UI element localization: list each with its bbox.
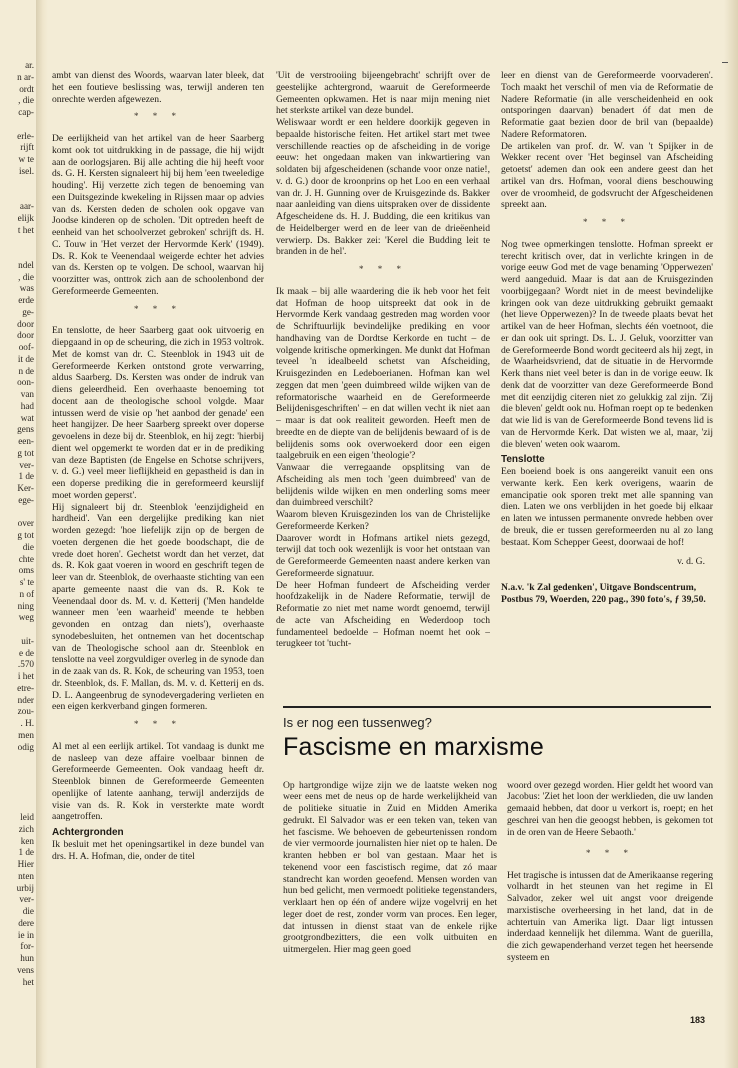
- gutter-line: g tot: [17, 447, 34, 458]
- margin-mark: [722, 62, 728, 63]
- gutter-line: [0, 236, 36, 248]
- paragraph: 'Uit de verstrooiing bijeengebracht' schrijft over de geestelijke achtergrond, waaruit de Gereformeerde Gemeenten opkwamen. Het is naar mijn mening niet het sterkste artikel van deze bundel.: [276, 70, 490, 117]
- gutter-line: zich: [18, 823, 34, 834]
- paragraph: Al met al een eerlijk artikel. Tot vandaag is dunkt me de nasleep van deze affaire voelbaar binnen de Gereformeerde Gemeenten. Ook vandaag heeft dr. Steenblok binnen de Gereformeerde Gemeenten openlijke of latente aanhang, terwijl anderzijds de visie van ds. R. Kok in versterkte mate wordt aangetroffen.: [52, 740, 264, 823]
- gutter-line: was: [19, 283, 34, 294]
- page-number: 183: [690, 1015, 706, 1025]
- section-heading: Achtergronden: [52, 827, 124, 838]
- gutter-line: e de: [18, 647, 34, 658]
- paragraph: Ik besluit met het openingsartikel in deze bundel van drs. H. A. Hofman, die, onder de titel: [52, 838, 264, 862]
- gutter-line: aar-: [19, 201, 34, 211]
- gutter-line: chte: [18, 553, 34, 564]
- gutter-line: i het: [17, 671, 34, 681]
- section-break-stars: * * *: [134, 111, 182, 122]
- gutter-line: ver-: [19, 894, 34, 905]
- gutter-line: een-: [18, 436, 34, 446]
- section-break-stars: * * *: [134, 719, 182, 729]
- gutter-line: g tot: [17, 530, 34, 540]
- gutter-line: [0, 189, 36, 201]
- gutter-line: etre-: [17, 682, 34, 693]
- gutter-line: cap-: [18, 107, 34, 117]
- gutter-line: , die: [18, 271, 34, 282]
- paragraph: De heer Hofman fundeert de Afscheiding verder hoofdzakelijk in de Nadere Reformatie, terwijl de Reformatie zo niet met name wordt genoemd, terwijl de acte van Afscheiding en Wederdoop toch fundamenteel bedoelde – Hofman noemt het ook – terugkeer tot 'tucht-: [276, 579, 490, 650]
- paragraph: ambt van dienst des Woords, waarvan later bleek, dat het een foutieve beslissing was, terwijl anderen ten onrechte werden afgewezen.: [52, 70, 264, 105]
- gutter-line: [0, 507, 36, 519]
- gutter-line: [0, 789, 36, 801]
- gutter-line: leid: [20, 812, 34, 822]
- article-column-2: [507, 770, 713, 1040]
- paragraph: Een boeiend boek is ons aangereikt vanuit een ons verwante kerk. Een kerk overigens, waarin de emancipatie ook sporen trekt met alle spanning van dien. Laten we ons verblijden in het goede bij elkaar en laten we intussen permanente onvrede hebben over de breuk, die er tussen gereformeerden nu al zo lang bestaat. Kom Schepper Geest, doorwaai de hof!: [501, 466, 713, 548]
- section-break-stars: * * *: [359, 264, 407, 274]
- gutter-line: urbij: [16, 882, 34, 893]
- gutter-line: oon-: [17, 377, 34, 388]
- gutter-line: [0, 777, 36, 789]
- gutter-line: nten: [18, 870, 34, 881]
- gutter-line: [0, 119, 36, 131]
- gutter-line: n ar-: [17, 71, 34, 82]
- article-title: Fascisme en marxisme: [283, 733, 544, 761]
- gutter-line: [0, 753, 36, 765]
- gutter-line: [0, 248, 36, 260]
- gutter-line: door: [17, 330, 34, 341]
- gutter-line: , die: [18, 95, 34, 106]
- gutter-line: ning: [17, 600, 34, 611]
- gutter-line: gens: [17, 424, 34, 435]
- paragraph: Waarom bleven Kruisgezinden los van de Christelijke Gereformeerde Kerken?: [276, 509, 490, 532]
- article-paragraph: Het tragische is intussen dat de Amerikaanse regering volhardt in het steunen van het regime in El Salvador, zeker wel uit angst voor dreigende marxistische overheersing in het land, dat in de achtertuin van Amerika ligt. Daar ligt intussen inderdaad kennelijk het dilemma. Want de guerilla, die zich gewapenderhand verzet tegen het heersende systeem en: [507, 869, 713, 963]
- section-break-stars: * * *: [586, 847, 634, 858]
- gutter-line: wat: [20, 412, 34, 423]
- gutter-line: [0, 178, 36, 190]
- gutter-line: ver-: [19, 459, 34, 470]
- article-column-1: [283, 770, 497, 1010]
- review-column-1: [52, 70, 264, 1030]
- gutter-line: odig: [17, 741, 34, 752]
- gutter-line: isel.: [18, 165, 34, 176]
- section-break-stars: * * *: [583, 217, 631, 227]
- gutter-line: vens: [17, 964, 34, 975]
- gutter-line: .570: [17, 659, 34, 670]
- gutter-line: elijk: [17, 212, 34, 223]
- gutter-line: ar.: [25, 60, 34, 70]
- gutter-line: oms: [18, 565, 34, 576]
- previous-page-edge-text: [0, 60, 36, 1020]
- gutter-line: over: [17, 518, 34, 529]
- paragraph: Ik maak – bij alle waardering die ik heb voor het feit dat Hofman de hoop uitspreekt dat ook in de Hervormde Kerk vandaag gestreden mag worden voor de Schriftuurlijk bevindelijke prediking en voor handhaving van de Dordtse Kerkorde en tucht – de volgende kritische opmerkingen. Me dunkt dat Hofman teveel 'n idealbeeld schetst van Afscheiding, Kruisgezinden en Ledeboerianen. Hofman kan wel zeggen dat men 'geen duimbreed wilde wijken van de reformatorische waarheid en de Gereformeerde Belijdenisgeschriften' – en dat willen vecht ik niet aan – maar is dat ook realiteit geworden. Heeft men de breedte en de diepte van de belijdenis bewaard of is de belijdenis soms ook overwoekerd door een eigen taalgebruik en een eigen 'theologie'?: [276, 285, 490, 462]
- review-column-2: [276, 70, 490, 706]
- gutter-line: ge-: [22, 306, 34, 317]
- article-paragraph: Op hartgrondige wijze zijn we de laatste weken nog weer eens met de neus op de harde werkelijkheid van de politieke situatie in Zuid en Midden Amerika gedrukt. El Salvador was er een teken van, teken van het fascisme. We behoeven de gebeurtenissen rondom de vier vermoorde journalisten hier niet op te halen. De kranten hebben er bol van gestaan. Maar het is tekenend voor een fascistisch regime, dat zó maar standrecht kan worden geoefend. Mensen worden van hun bed gelicht, men vermoedt politieke tegenstanders, verklaart hen op één of andere wijze vogelvrij en het leger doet de rest, zonder vorm van proces. Een leger, dat intussen in dienst staat van de enkele rijke grootgrondbezitters, die een volk uitbuiten en uitmergelen. Hier mag geen goed: [283, 779, 497, 956]
- paragraph: Daarover wordt in Hofmans artikel niets gezegd, terwijl dat toch ook wezenlijk is voor het ontstaan van de Gereformeerde Gemeenten naast andere kerken van Gereformeerde signatuur.: [276, 532, 490, 579]
- author-signature: v. d. G.: [677, 556, 705, 568]
- gutter-line: s' te: [19, 577, 34, 587]
- gutter-line: . H.: [20, 718, 34, 728]
- gutter-line: t het: [17, 224, 34, 235]
- gutter-line: dere: [18, 917, 34, 928]
- gutter-line: weg: [18, 612, 34, 623]
- gutter-line: ordt: [19, 83, 34, 94]
- section-heading: Tenslotte: [501, 454, 545, 466]
- gutter-line: het: [22, 976, 34, 987]
- section-break-stars: * * *: [134, 303, 182, 314]
- paragraph: Nog twee opmerkingen tenslotte. Hofman spreekt er terecht kritisch over, dat in verlichte kringen in de vorige eeuw God met de vage benaming 'Opperwezen' werd aangeduid. Maar is dat aan de Kruisgezinden voorbijgegaan? Wordt niet in de meest bevindelijke kringen ook van deze uitdrukking gebruikt gemaakt (het lieve Opperwezen)? In de tweede plaats bevat het artikel van de heer Hofman, slechts één voetnoot, die er dan ook uit springt. Ds. L. J. Geluk, voorzitter van de Gereformeerde Bond wordt geciteerd als hij zegt, in de Waarheidsvriend, dat de situatie in de Hervormde Kerk thans niet veel beter is dan in de vorige eeuw. Ik denk dat de voorzitter van deze Gereformeerde Bond met dit eenzijdig citeren niet zo gelukkig zal zijn. 'Zij die bleven' geldt ook nu. Hofman roept op te bedenken dat wie lid is van de Gereformeerde Bond tevens lid is van de Hervormde Kerk. Dat wisten we al, maar, 'zij die bleven' weten ook waarom.: [501, 238, 713, 450]
- gutter-line: [0, 800, 36, 812]
- paragraph: Hij signaleert bij dr. Steenblok 'eenzijdigheid en hardheid'. Van een dergelijke prediking kan niet worden gezegd: 'hoe liefelijk zijn op de bergen de voeten dergenen die het goede boodschapt, die de vrede doet horen'. Gechetst wordt dan het verzet, dat ds. R. Kok gaat voeren in woord en geschrift tegen de leer van dr. Steenblok, de overhaaste stichting van een aparte gemeente naast die van ds. R. Kok te Veenendaal door ds. M. v. d. Ketterij ('Men handelde wanneer men 'een waarheid' meende te hebben gevonden en ontzag dan niets'), overhaaste synodebesluiten, het ontnemen van het docentschap van de Theologische school aan dr. Steenblok en tenslotte na veel zorgvuldiger overleg in de synode dan in de zaak van ds. R. Kok, de scheuring van 1953, toen dr. Steenblok, ds. F. Mallan, ds. M. v. d. Ketterij en ds. D. L. Aangeenbrug de synodevergadering verlieten en een eigen kerkverband gingen formeren.: [52, 501, 264, 713]
- gutter-line: uit-: [21, 635, 34, 646]
- gutter-line: rijft: [20, 142, 34, 153]
- paragraph: De artikelen van prof. dr. W. van 't Spijker in de Wekker recent over 'Het beginsel van Afscheiding getoetst' ademen dan ook een andere geest dan het artikel van drs. Hofman, vooral diens beschouwing over de vroomheid, de godsvrucht der Afgescheidenen spreekt aan.: [501, 140, 713, 211]
- gutter-line: ndel: [18, 259, 34, 270]
- gutter-line: ken: [20, 835, 34, 846]
- bibliographic-note: N.a.v. 'k Zal gedenken', Uitgave Bondscentrum, Postbus 79, Woerden, 220 pag., 390 foto's, ƒ 39,50.: [501, 582, 706, 605]
- gutter-line: van: [20, 389, 34, 399]
- gutter-line: [0, 765, 36, 777]
- gutter-line: oof-: [18, 342, 34, 352]
- gutter-line: it de: [17, 353, 34, 364]
- gutter-line: door: [17, 318, 34, 329]
- paragraph: Weliswaar wordt er een heldere doorkijk gegeven in bepaalde historische feiten. Het artikel start met twee verschillende reacties op de afscheiding in de vorige eeuw: het ongedaan maken van inkwartiering van soldaten bij afgescheidenen (schande voor onze natie!, v. d. G.) door de kroonprins op het Loo en een verhaal van dr. J. H. Gunning over de Kruisgezinde ds. Bakker naar aanleiding van diens uitspraken over de dissidente Afgescheidene ds. H. J. Budding, die een kritikus van de Heidelberger werd en de leer van de drieëenheid verwierp. Ds. Bakker zei: 'Kerel die Budding leit te branden in de hel'.: [276, 117, 490, 258]
- paragraph: De eerlijkheid van het artikel van de heer Saarberg komt ook tot uitdrukking in de passage, die hij wijdt aan de oorlogsjaren. Bij alle achting die hij heeft voor ds. G. H. Kersten signaleert hij bij hem 'een tweeledige houding'. Hij verzette zich tegen de benoeming van een Duitsgezinde kwekeling in Rijssen maar op advies van ds. Kersten deden de scholen ook opgave van Joodse kinderen op de scholen. 'Dit optreden heeft de eenheid van het schoolverzet gebroken' schrijft ds. H. C. Touw in 'Het verzet der Hervormde Kerk' (1949). Ds. R. Kok te Veenendaal weigerde echter het advies van ds. Kersten op te volgen. De school, waarvan hij voorzitter was, onttrok zich aan de schoolenbond der Gereformeerde Gemeenten.: [52, 133, 264, 297]
- review-column-3: [501, 70, 713, 706]
- gutter-line: Ker-: [17, 483, 34, 493]
- paragraph: En tenslotte, de heer Saarberg gaat ook uitvoerig en diepgaand in op de scheuring, die zich in 1953 voltrok. Met de komst van dr. C. Steenblok in 1943 uit de Gereformeerde Kerken ontstond grote verwarring, aldus Saarberg. Ds. Kersten was onder de indruk van diens geleerdheid. Een overhaaste benoeming tot docent aan de theologische school volgde. Maar intussen werd de visie op 'het aanbod der genade' een heet hangijzer. De heer Saarberg spreekt over doperse gevoelens in deze bij dr. Steenblok, en hij zegt: 'hierbij dient wel opgemerkt te worden dat er in de prediking van deze Baptisten (de Engelse en Schotse schrijvers, v. d. G.) veel meer lieflijkheid en gepastheid is dan in een doperse prediking die in gereformeerd keurslijf moet worden geperst'.: [52, 325, 264, 501]
- gutter-line: hun: [20, 953, 34, 963]
- page-fold-shadow: [36, 0, 48, 1068]
- article-divider-rule: [283, 706, 711, 708]
- gutter-line: ie in: [17, 929, 34, 940]
- gutter-line: 1 de: [18, 847, 34, 858]
- gutter-line: ege-: [18, 494, 34, 505]
- gutter-line: die: [22, 906, 34, 916]
- article-kicker: Is er nog een tussenweg?: [283, 715, 432, 730]
- gutter-line: n of: [19, 588, 34, 599]
- gutter-line: erde: [18, 295, 34, 305]
- gutter-line: erle-: [17, 130, 34, 141]
- gutter-line: had: [20, 400, 34, 411]
- gutter-line: Hier: [17, 859, 34, 869]
- gutter-line: for-: [20, 941, 34, 952]
- gutter-line: [0, 624, 36, 636]
- gutter-line: 1 de: [18, 471, 34, 482]
- gutter-line: die: [22, 541, 34, 552]
- gutter-line: w te: [18, 154, 34, 164]
- paragraph: leer en dienst van de Gereformeerde voorvaderen'. Toch maakt het verschil of men via de Reformatie de Nadere Reformatie (in alle verscheidenheid en ook ontsporingen daarvan) benadert óf dat men de Reformatie gaat bezien door de bril van (bepaalde) Nadere Reformatoren.: [501, 70, 713, 140]
- paragraph: Vanwaar die verregaande opsplitsing van de Afscheiding als men toch 'geen duimbreed' van de belijdenis wilde wijken en men onderling soms meer dan duimbreed verschilt?: [276, 462, 490, 509]
- gutter-line: nder: [17, 694, 34, 705]
- gutter-line: men: [18, 729, 34, 740]
- page-edge-shadow: [724, 0, 738, 1068]
- gutter-line: n de: [18, 365, 34, 376]
- gutter-line: zou-: [17, 706, 34, 717]
- article-paragraph: woord over gezegd worden. Hier geldt het woord van Jacobus: 'Ziet het loon der werklieden, die uw landen gemaaid hebben, dat door u verkort is, roept; en het geschrei van hen die geoogst hebben, is gekomen tot in de oren van de Heere Sebaoth.': [507, 779, 713, 838]
